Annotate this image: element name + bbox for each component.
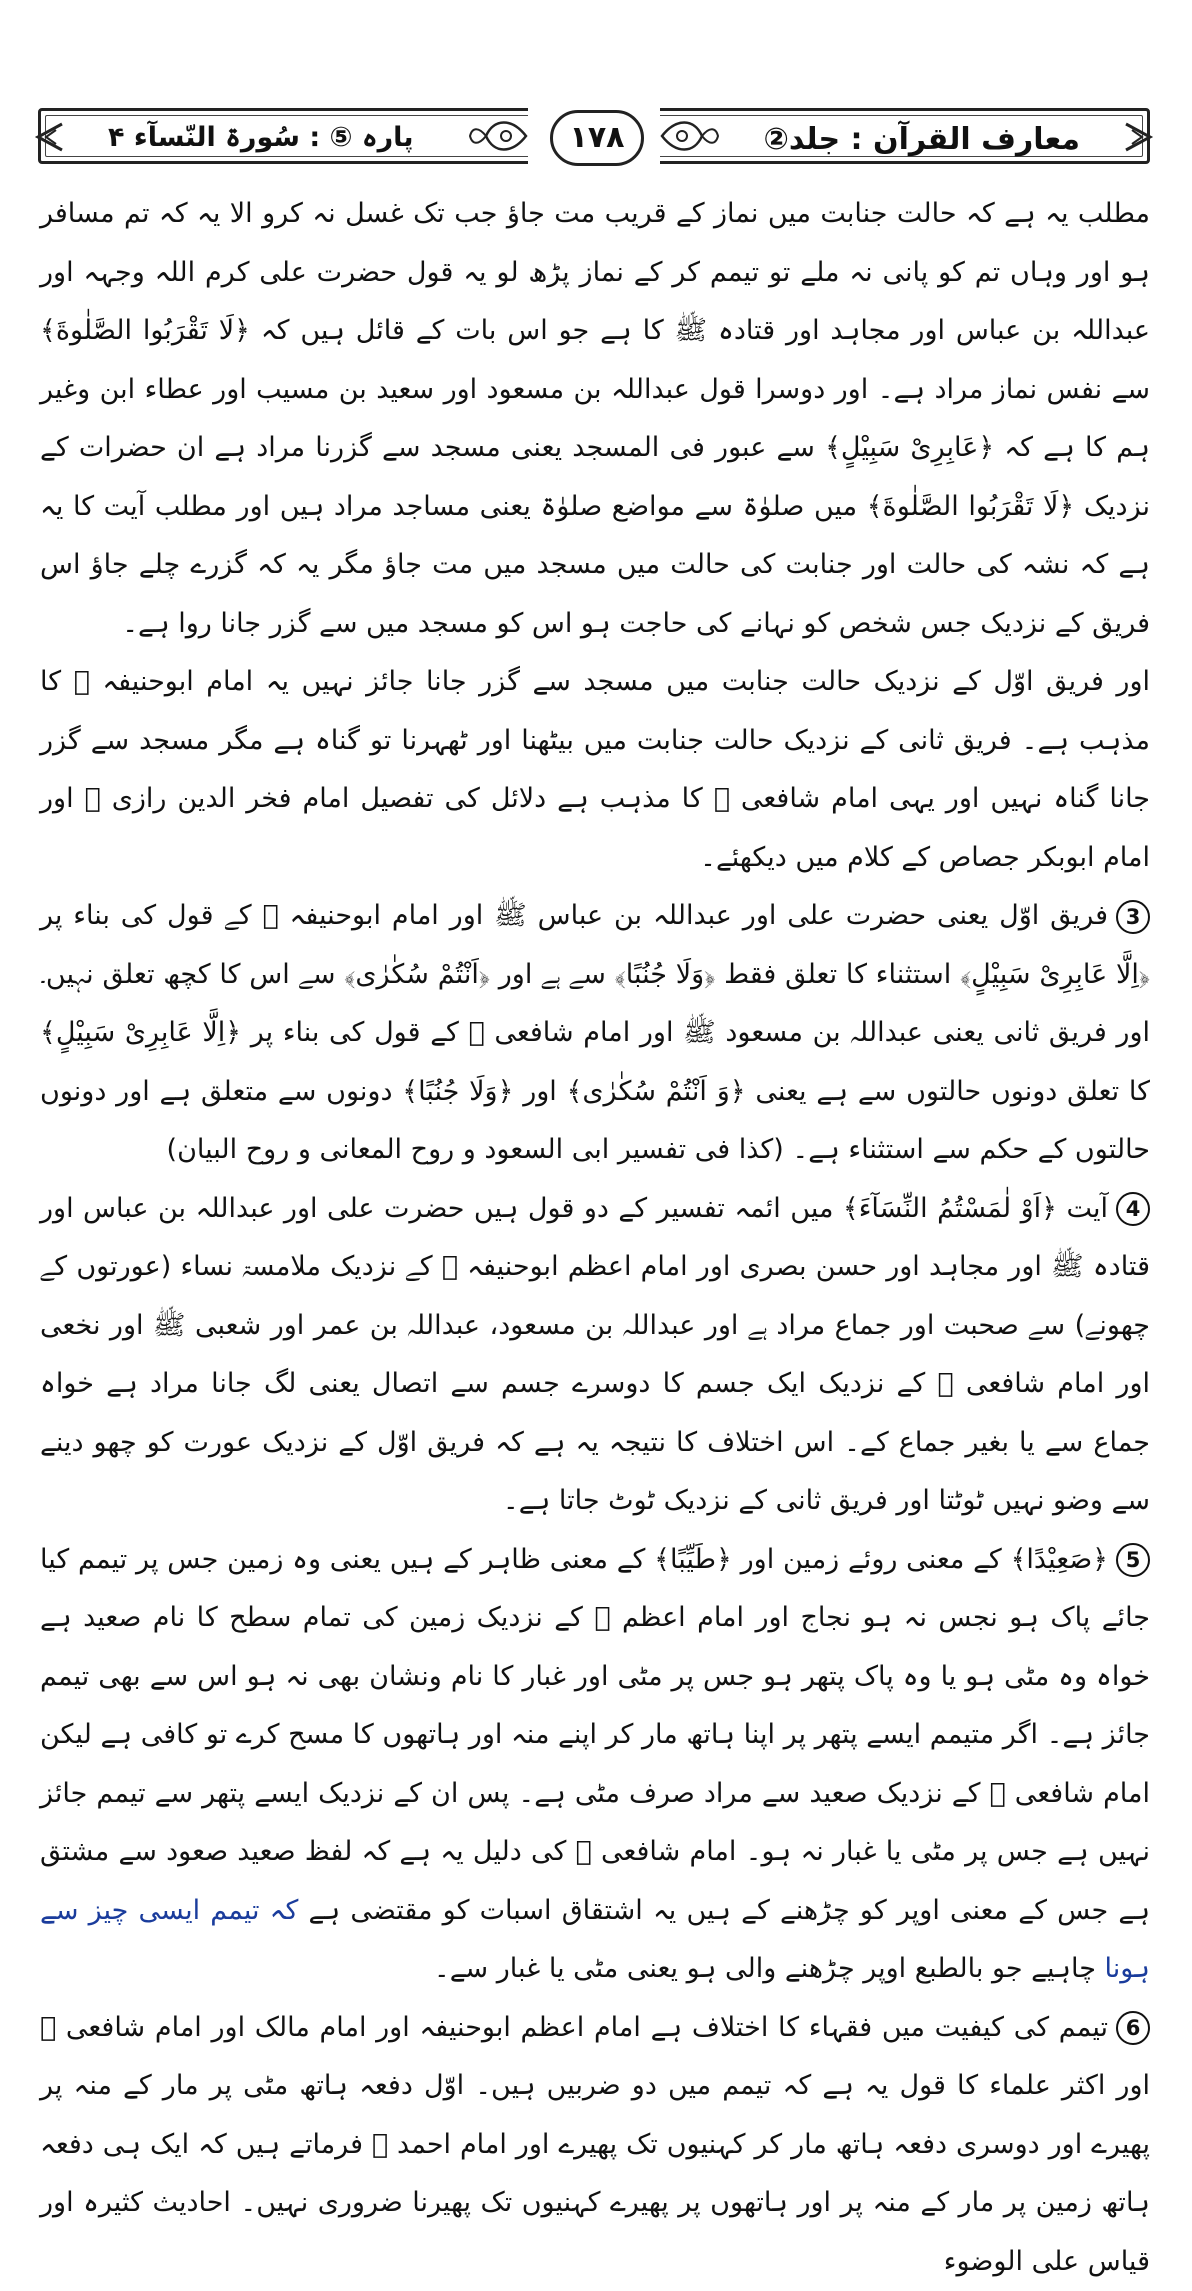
note-number-badge: 6 [1116, 2011, 1150, 2045]
floral-ornament-icon [660, 114, 720, 158]
numbered-note [40, 1180, 1150, 1531]
book-title: معارف القرآن : جلد② [763, 122, 1080, 157]
note-text: ﴿صَعِیْدًا﴾ کے معنی روئے زمین اور ﴿طَیِّبًا﴾ کے معنی ظاہر کے ہیں یعنی وہ زمین جس پر تیمم کیا جائے پاک ہو نجس نہ ہو نجاج اور امام اعظم ﷫ کے نزدیک زمین کی تمام سطح کا نام صعید ہے خواہ وہ مٹی ہو یا وہ پاک پتھر ہو جس پر مٹی اور غبار کا نام ونشان بھی نہ ہو اس سے بھی تیمم جائز ہے۔ اگر متیمم ایسے پتھر پر اپنا ہاتھ مار کر اپنے منہ اور ہاتھوں کا مسح کرے تو کافی ہے لیکن امام شافعی ﷫ کے نزدیک صعید سے مراد صرف مٹی ہے۔ پس ان کے نزدیک ایسے پتھر سے تیمم جائز نہیں ہے جس پر مٹی یا غبار نہ ہو۔ امام شافعی ﷫ کی دلیل یہ ہے کہ لفظ صعید صعود سے مشتق ہے جس کے معنی اوپر کو چڑھنے کے ہیں یہ اشتقاق اسبات کو مقتضی ہے [40, 1544, 1150, 1926]
note-text: چاہیے جو بالطبع اوپر چڑھنے والی ہو یعنی مٹی یا غبار سے۔ [434, 1953, 1096, 1984]
section-title: پارہ ⑤ : سُورۃ النّسآء ۴ [108, 122, 413, 153]
note-text: فریق اوّل یعنی حضرت علی اور عبداللہ بن عباس ﷺ اور امام ابوحنیفہ ﷫ کے قول کی بناء پر ﴿اِلَّا عَابِرِیْ سَبِیْلٍ﴾ استثناء کا تعلق فقط ﴿وَلَا جُنُبًا﴾ سے ہے اور ﴿اَنْتُمْ سُکٰرٰی﴾ سے اس کا کچھ تعلق نہیں۔ اور فریق ثانی یعنی عبداللہ بن مسعود ﷺ اور امام شافعی ﷫ کے قول کی بناء پر ﴿اِلَّا عَابِرِیْ سَبِیْلٍ﴾ کا تعلق دونوں حالتوں سے ہے یعنی ﴿وَ اَنْتُمْ سُکٰرٰی﴾ اور ﴿وَلَا جُنُبًا﴾ دونوں سے متعلق ہے اور دونوں حالتوں کے حکم سے استثناء ہے۔ (کذا فی تفسیر ابی السعود و روح المعانی و روح البیان) [40, 900, 1150, 1165]
numbered-note [40, 887, 1150, 1180]
corner-ornament-icon [32, 122, 66, 152]
page-body [40, 185, 1150, 2291]
note-text: تیمم کی کیفیت میں فقہاء کا اختلاف ہے امام اعظم ابوحنیفہ اور امام مالک اور امام شافعی ﷫ اور اکثر علماء کا قول یہ ہے کہ تیمم میں دو ضربیں ہیں۔ اوّل دفعہ ہاتھ مٹی پر مار کے منہ پر پھیرے اور دوسری دفعہ ہاتھ مار کر کہنیوں تک پھیرے اور امام احمد ﷫ فرماتے ہیں کہ ایک ہی دفعہ ہاتھ زمین پر مار کے منہ پر اور ہاتھوں پر پھیرے کہنیوں تک پھیرنا ضروری نہیں۔ احادیث کثیرہ اور قیاس علی الوضوء [40, 2012, 1150, 2277]
page-number-cartouche [528, 100, 660, 172]
page-header [38, 100, 1150, 172]
highlighted-text: کہ تیمم ایسی چیز سے ہونا [40, 1895, 1150, 1985]
corner-ornament-icon [1122, 122, 1156, 152]
page-number: ۱۷۸ [550, 110, 644, 166]
floral-ornament-icon [468, 114, 528, 158]
numbered-note [40, 1999, 1150, 2291]
numbered-note [40, 1531, 1150, 1999]
paragraph: اور فریق اوّل کے نزدیک حالت جنابت میں مسجد سے گزر جانا جائز نہیں یہ امام ابوحنیفہ ﷫ کا مذہب ہے۔ فریق ثانی کے نزدیک حالت جنابت میں بیٹھنا اور ٹھہرنا تو گناہ ہے مگر مسجد سے گزر جانا گناہ نہیں اور یہی امام شافعی ﷫ کا مذہب ہے دلائل کی تفصیل امام فخر الدین رازی ﷫ اور امام ابوبکر جصاص کے کلام میں دیکھئے۔ [40, 653, 1150, 887]
note-number-badge: 5 [1116, 1543, 1150, 1577]
note-number-badge: 4 [1116, 1192, 1150, 1226]
paragraph: مطلب یہ ہے کہ حالت جنابت میں نماز کے قریب مت جاؤ جب تک غسل نہ کرو الا یہ کہ تم مسافر ہو اور وہاں تم کو پانی نہ ملے تو تیمم کر کے نماز پڑھ لو یہ قول حضرت علی کرم اللہ وجہہ اور عبداللہ بن عباس اور مجاہد اور قتادہ ﷺ کا ہے جو اس بات کے قائل ہیں کہ ﴿لَا تَقْرَبُوا الصَّلٰوةَ﴾ سے نفس نماز مراد ہے۔ اور دوسرا قول عبداللہ بن مسعود اور سعید بن مسیب اور عطاء ابن وغیر ہم کا ہے کہ ﴿عَابِرِیْ سَبِیْلٍ﴾ سے عبور فی المسجد یعنی مسجد سے گزرنا مراد ہے ان حضرات کے نزدیک ﴿لَا تَقْرَبُوا الصَّلٰوةَ﴾ میں صلوٰۃ سے مواضع صلوٰۃ یعنی مساجد مراد ہیں اور مطلب آیت کا یہ ہے کہ نشہ کی حالت اور جنابت کی حالت میں مسجد میں مت جاؤ مگر یہ کہ گزرے چلے جاؤ اس فریق کے نزدیک جس شخص کو نہانے کی حاجت ہو اس کو مسجد میں سے گزر جانا روا ہے۔ [40, 185, 1150, 653]
note-number-badge: 3 [1116, 900, 1150, 934]
note-text: آیت ﴿اَوْ لٰمَسْتُمُ النِّسَآءَ﴾ میں ائمہ تفسیر کے دو قول ہیں حضرت علی اور عبداللہ بن عباس اور قتادہ ﷺ اور مجاہد اور حسن بصری اور امام اعظم ابوحنیفہ ﷫ کے نزدیک ملامسۃ نساء (عورتوں کے چھونے) سے صحبت اور جماع مراد ہے اور عبداللہ بن مسعود، عبداللہ بن عمر اور شعبی ﷺ اور نخعی اور امام شافعی ﷫ کے نزدیک ایک جسم کا دوسرے جسم سے اتصال یعنی لگ جانا مراد ہے خواہ جماع سے یا بغیر جماع کے۔ اس اختلاف کا نتیجہ یہ ہے کہ فریق اوّل کے نزدیک عورت کو چھو دینے سے وضو نہیں ٹوٹتا اور فریق ثانی کے نزدیک ٹوٹ جاتا ہے۔ [40, 1193, 1150, 1517]
